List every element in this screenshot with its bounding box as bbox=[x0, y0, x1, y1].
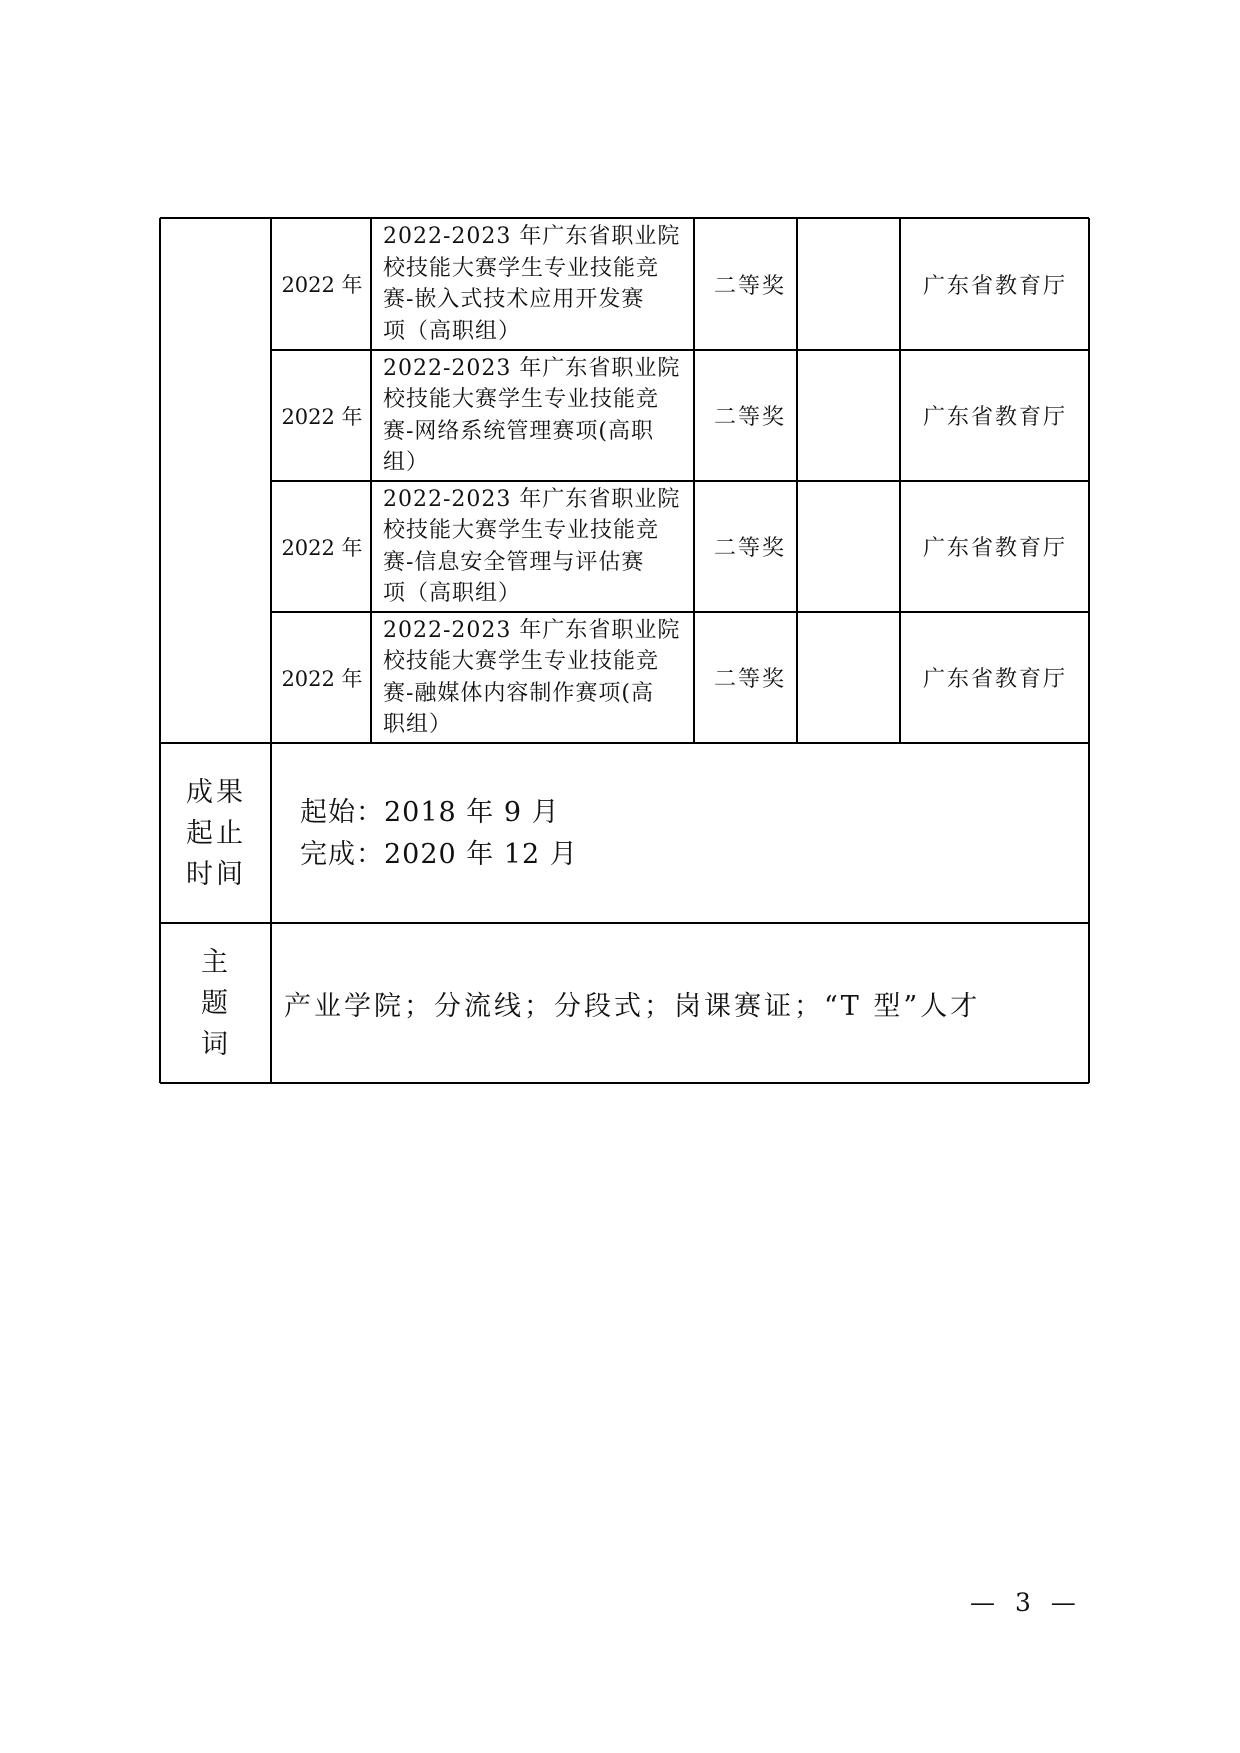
period-label-line: 时间 bbox=[186, 858, 246, 890]
award-organizer: 广东省教育厅 bbox=[922, 667, 1067, 692]
award-name bbox=[383, 218, 693, 350]
award-year: 2022 年 bbox=[281, 666, 363, 691]
award-name-line: 项（高职组） bbox=[383, 581, 522, 606]
award-name-line: 职组） bbox=[383, 712, 453, 737]
award-name-line: 2022-2023 年广东省职业院 bbox=[383, 355, 681, 381]
award-level: 二等奖 bbox=[713, 536, 786, 561]
period-label bbox=[162, 743, 270, 923]
keywords-label bbox=[162, 923, 270, 1083]
award-level: 二等奖 bbox=[713, 405, 786, 430]
award-name-line: 2022-2023 年广东省职业院 bbox=[383, 617, 681, 643]
award-name-line: 校技能大赛学生专业技能竞 bbox=[383, 649, 660, 674]
award-name-line: 项（高职组） bbox=[383, 318, 522, 344]
award-organizer: 广东省教育厅 bbox=[922, 405, 1067, 430]
period-end: 完成：2020 年 12 月 bbox=[300, 839, 578, 870]
period-start: 起始：2018 年 9 月 bbox=[300, 797, 560, 828]
keywords-label-line: 题 bbox=[201, 987, 231, 1019]
keywords-label-line: 词 bbox=[201, 1028, 231, 1060]
award-name bbox=[383, 481, 693, 612]
keywords-label-line: 主 bbox=[201, 946, 231, 978]
award-year: 2022 年 bbox=[281, 404, 363, 429]
award-organizer: 广东省教育厅 bbox=[922, 536, 1067, 561]
award-year: 2022 年 bbox=[281, 535, 363, 560]
award-name-line: 赛-信息安全管理与评估赛 bbox=[383, 549, 645, 575]
award-name-line: 校技能大赛学生专业技能竞 bbox=[383, 255, 660, 281]
award-year: 2022 年 bbox=[281, 273, 363, 297]
award-name bbox=[383, 350, 693, 481]
keywords-text: 产业学院；分流线；分段式；岗课赛证；“T 型”人才 bbox=[284, 990, 981, 1022]
award-level: 二等奖 bbox=[713, 667, 786, 692]
page-number: — 3 — bbox=[970, 1588, 1082, 1617]
award-name-line: 校技能大赛学生专业技能竞 bbox=[383, 518, 660, 543]
period-label-line: 成果 bbox=[186, 776, 246, 808]
award-name-line: 赛-嵌入式技术应用开发赛 bbox=[383, 287, 645, 312]
period-values bbox=[300, 792, 578, 876]
award-name-line: 校技能大赛学生专业技能竞 bbox=[383, 387, 660, 412]
award-name-line: 赛-网络系统管理赛项(高职 bbox=[383, 418, 655, 444]
award-name-line: 组） bbox=[383, 450, 430, 475]
award-name-line: 2022-2023 年广东省职业院 bbox=[383, 486, 681, 512]
award-name bbox=[383, 612, 693, 743]
award-name-line: 赛-融媒体内容制作赛项(高 bbox=[383, 680, 655, 706]
award-name-line: 2022-2023 年广东省职业院 bbox=[383, 224, 681, 249]
award-level: 二等奖 bbox=[713, 273, 786, 299]
award-organizer: 广东省教育厅 bbox=[922, 273, 1067, 299]
period-label-line: 起止 bbox=[186, 817, 246, 849]
